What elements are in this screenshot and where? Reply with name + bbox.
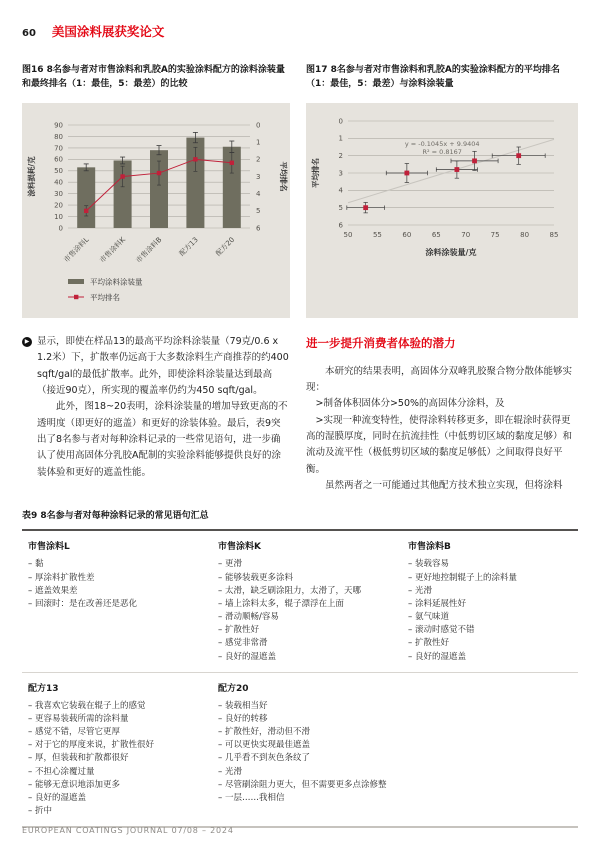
svg-text:70: 70 [461, 231, 471, 239]
svg-text:50: 50 [343, 231, 353, 239]
column-header: 市售涂料L [28, 542, 70, 553]
table-item: – 感觉非常滑 [218, 637, 388, 650]
svg-text:0: 0 [256, 121, 261, 130]
item-list [212, 558, 388, 671]
svg-text:平均排名: 平均排名 [279, 161, 288, 192]
table-item: – 涂料延展性好 [408, 598, 578, 611]
table-item: – 滑动顺畅/容易 [218, 611, 388, 624]
table-item: – 厚，但装载和扩散都很好 [28, 752, 198, 765]
table-item: – 装载容易 [408, 558, 578, 571]
svg-text:0: 0 [58, 224, 63, 233]
svg-text:80: 80 [520, 231, 530, 239]
table-item: – 扩散性好 [218, 624, 388, 637]
table-item: – 更好地控制辊子上的涂料量 [408, 572, 578, 585]
equation-label [405, 140, 480, 156]
svg-text:70: 70 [54, 144, 63, 153]
table-item: – 遮盖效果差 [28, 585, 198, 598]
item-list [22, 558, 198, 619]
svg-text:平均涂料涂装量: 平均涂料涂装量 [90, 277, 143, 287]
svg-text:涂料涂装量/克: 涂料涂装量/克 [425, 248, 477, 257]
body-paragraph: 本研究的结果表明，高固体分双峰乳胶聚合物分散体能够实现： [306, 365, 573, 394]
table-item: – 一层……我相信 [218, 792, 388, 805]
item-list [212, 700, 388, 813]
table-item: – 光滑 [218, 766, 388, 779]
svg-text:50: 50 [54, 167, 63, 176]
svg-text:3: 3 [338, 169, 343, 178]
figure16-chart-panel [22, 103, 290, 318]
column-header: 市售涂料B [408, 542, 451, 553]
svg-text:0: 0 [338, 117, 343, 126]
table-item: – 太滑，缺乏刷涂阻力，太滑了，天哪 [218, 585, 388, 598]
figure-captions-row [22, 40, 578, 91]
table-item: – 良好的湿遮盖 [408, 651, 578, 664]
table-item: – 良好的湿遮盖 [28, 792, 198, 805]
svg-text:平均排名: 平均排名 [90, 293, 120, 302]
svg-text:85: 85 [549, 231, 559, 239]
svg-text:6: 6 [256, 224, 261, 233]
svg-text:市售涂料B: 市售涂料B [134, 235, 164, 265]
body-paragraph: 虽然两者之一可能通过其他配方技术独立实现，但将涂料 [325, 480, 563, 492]
table-item: – 装载相当好 [218, 700, 388, 713]
table-item: – 尽管刷涂阻力更大，但不需要更多点涂修整 [218, 779, 388, 792]
item-list [22, 700, 198, 827]
svg-text:30: 30 [54, 190, 63, 199]
column-header: 配方13 [28, 683, 59, 694]
body-left-column [22, 334, 290, 494]
svg-text:55: 55 [372, 231, 382, 239]
table-item: – 良好的转移 [218, 713, 388, 726]
legend [68, 277, 143, 303]
svg-text:65: 65 [431, 231, 441, 239]
svg-text:平均排名: 平均排名 [311, 158, 320, 188]
section-heading: 进一步提升消费者体验的潜力 [306, 336, 456, 350]
table-item: – 黏 [28, 558, 198, 571]
body-paragraph: 此外，图18~20表明，涂料涂装量的增加导致更高的不透明度（即更好的遮盖）和更好的涂装体验。最后，表9突出了8名参与者对每种涂料记录的一些常见语句，进一步确认了使用高固体分乳胶A配制的实验涂料能够提供良好的涂装体验和更好的遮盖性能。 [37, 401, 288, 478]
svg-text:4: 4 [256, 190, 261, 199]
svg-text:60: 60 [54, 155, 63, 164]
svg-text:2: 2 [256, 155, 261, 164]
table-title: 表9 8名参与者对每种涂料记录的常见语句汇总 [22, 511, 209, 522]
svg-text:配方13: 配方13 [177, 235, 200, 258]
body-list-item: >制备体积固体分>50%的高固体分涂料，及 [315, 398, 505, 410]
svg-text:配方20: 配方20 [214, 235, 237, 258]
table-item: – 我喜欢它装载在辊子上的感觉 [28, 700, 198, 713]
table-section [22, 508, 578, 828]
svg-text:5: 5 [338, 204, 343, 213]
table-header-block [22, 531, 578, 671]
table-item: – 对于它的厚度来说，扩散性很好 [28, 739, 198, 752]
svg-text:y = -0.1045x + 9.9404: y = -0.1045x + 9.9404 [404, 140, 480, 149]
body-right-column [306, 334, 578, 494]
body-paragraph: 显示，即使在样品13的最高平均涂料涂装量（79克/0.6 x 1.2米）下，扩散率仍远高于大多数涂料生产商推荐的约400 sqft/gal的最低扩散率。此外，即使涂料涂装量达到最高（接近90克），所实现的覆盖率仍约为450 sqft/gal。 [37, 336, 289, 396]
body-list-item: >实现一种流变特性，使得涂料转移更多，即在辊涂时获得更高的湿膜厚度，同时在抗流挂性（中低剪切区域的黏度足够）和流动及流平性（极低剪切区域的黏度足够低）之间取得良好平衡。 [306, 414, 573, 475]
svg-text:市售涂料K: 市售涂料K [98, 235, 128, 265]
table-item: – 不担心涂覆过量 [28, 766, 198, 779]
svg-text:R² = 0.8167: R² = 0.8167 [422, 148, 462, 157]
svg-text:4: 4 [338, 186, 343, 195]
page-header [22, 22, 578, 40]
continued-arrow-icon: ▶ [22, 337, 32, 347]
charts-row [22, 103, 578, 318]
svg-text:1: 1 [338, 134, 343, 143]
journal-footer: EUROPEAN COATINGS JOURNAL 07/08 – 2024 [22, 826, 234, 835]
svg-text:80: 80 [54, 132, 63, 141]
item-list [402, 558, 578, 671]
svg-text:市售涂料L: 市售涂料L [62, 235, 91, 264]
table-item: – 滚动时感觉不错 [408, 624, 578, 637]
gridlines [339, 117, 559, 239]
svg-text:5: 5 [256, 207, 261, 216]
scatter-points [347, 147, 545, 213]
table-item: – 墙上涂料太多，辊子漂浮在上面 [218, 598, 388, 611]
figure16-caption: 图16 8名参与者对市售涂料和乳胶A的实验涂料配方的涂料涂装量和最终排名（1：最佳，5：最差）的比较 [22, 65, 285, 89]
svg-text:20: 20 [54, 201, 63, 210]
svg-text:2: 2 [338, 152, 343, 161]
table-item: – 厚涂料扩散性差 [28, 572, 198, 585]
svg-text:90: 90 [54, 121, 63, 130]
table-item: – 可以更快实现最佳遮盖 [218, 739, 388, 752]
table-item: – 几乎看不到灰色条纹了 [218, 752, 388, 765]
table-item: – 扩散性好，滑动但不滑 [218, 726, 388, 739]
svg-text:6: 6 [338, 221, 343, 230]
table-item: – 能够无意识地添加更多 [28, 779, 198, 792]
table-item: – 折中 [28, 805, 198, 818]
page-number: 60 [22, 28, 36, 39]
figure17-caption: 图17 8名参与者对市售涂料和乳胶A的实验涂料配方的平均排名（1：最佳，5：最差）与涂料涂装量 [306, 65, 560, 89]
table-item: – 扩散性好 [408, 637, 578, 650]
table-item: – 良好的湿遮盖 [218, 651, 388, 664]
table-item: – 光滑 [408, 585, 578, 598]
table-item: – 感觉不错，尽管它更厚 [28, 726, 198, 739]
column-header: 市售涂料K [218, 542, 261, 553]
figure16-svg [22, 103, 290, 318]
table-item: – 更容易装载所需的涂料量 [28, 713, 198, 726]
table-item: – 更滑 [218, 558, 388, 571]
column-header: 配方20 [218, 683, 249, 694]
table-item: – 能够装载更多涂料 [218, 572, 388, 585]
svg-text:涂料损耗/克: 涂料损耗/克 [27, 156, 36, 197]
table-item: – 回滚时：是在改善还是恶化 [28, 598, 198, 611]
svg-text:10: 10 [54, 212, 63, 221]
journal-section-title: 美国涂料展获奖论文 [51, 24, 165, 39]
svg-text:1: 1 [256, 138, 261, 147]
svg-text:75: 75 [490, 231, 500, 239]
table-formula-block [22, 673, 578, 827]
figure17-chart-panel [306, 103, 578, 318]
figure17-svg [306, 103, 578, 318]
svg-text:3: 3 [256, 172, 261, 181]
svg-text:40: 40 [54, 178, 63, 187]
svg-text:60: 60 [402, 231, 412, 239]
table-item: – 氨气味道 [408, 611, 578, 624]
body-columns [22, 334, 578, 494]
